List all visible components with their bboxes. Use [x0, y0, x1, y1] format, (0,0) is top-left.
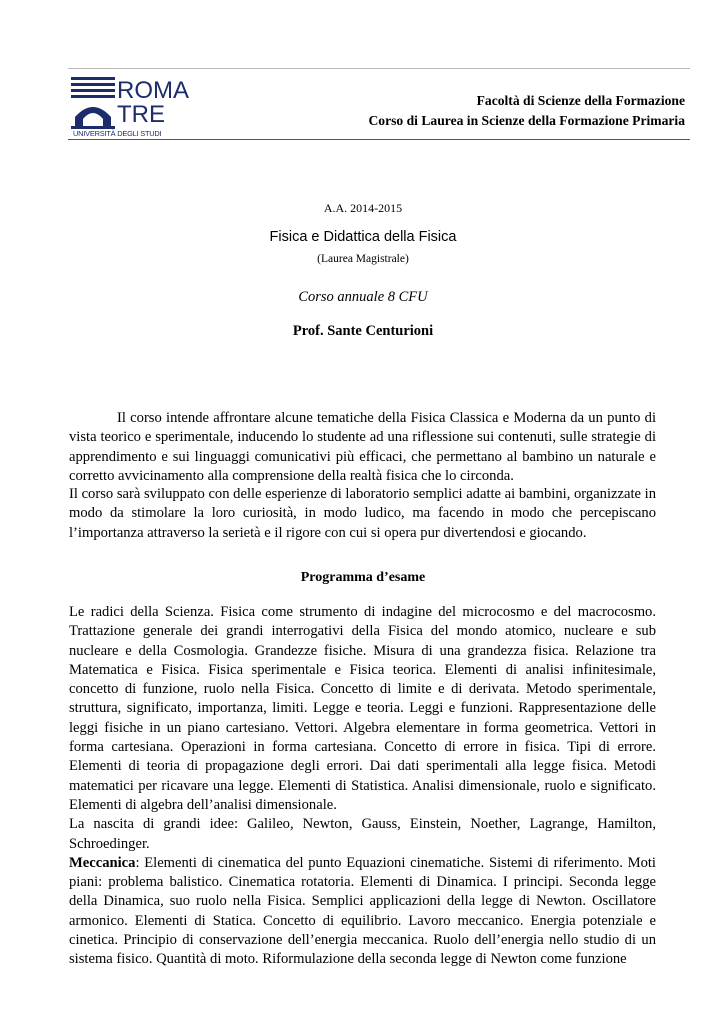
program-paragraph-2: La nascita di grandi idee: Galileo, Newton, Gauss, Einstein, Noether, Lagrange, Hamilton, Schroedinger.	[69, 816, 656, 852]
page-header	[68, 68, 690, 140]
intro-paragraph-2: Il corso sarà sviluppato con delle esperienze di laboratorio semplici adatte ai bambini, organizzate in modo da stimolare la loro curiosità, in modo ludico, ma facendo in modo che percepiscano l’importanza attraverso la serietà e il rigore con cui si opera pur divertendosi e giocando.	[69, 486, 656, 541]
program-paragraph-mechanics	[69, 854, 656, 970]
logo-subtitle: UNIVERSITÀ DEGLI STUDI	[73, 129, 162, 138]
course-credits: Corso annuale 8 CFU	[298, 289, 428, 305]
course-subtitle: (Laurea Magistrale)	[317, 253, 409, 265]
mechanics-text: : Elementi di cinematica del punto Equazioni cinematiche. Sistemi di riferimento. Moti piani: problema balistico. Cinematica rotatoria. Elementi di Dinamica. I principi. Seconda legge della Dinamica, suo ruolo nella Fisica. Semplici applicazioni della legge di Newton. Oscillatore armonico. Elementi di Statica. Concetto di equilibrio. Lavoro meccanico. Energia potenziale e cinetica. Principio di conservazione dell’energia meccanica. Ruolo dell’energia nello studio di un sistema fisico. Quantità di moto. Riformulazione della seconda legge di Newton come funzione	[69, 854, 656, 968]
program-body	[69, 603, 656, 970]
logo-tre-text: TRE	[117, 101, 165, 128]
course-title: Fisica e Didattica della Fisica	[269, 229, 457, 245]
academic-year: A.A. 2014-2015	[323, 201, 403, 215]
program-paragraph-1: Le radici della Scienza. Fisica come strumento di indagine del microcosmo e del macrocosmo. Trattazione generale dei grandi interrogativi della Fisica del mondo atomico, nucleare e sub nucleare e della Cosmologia. Grandezze fisiche. Misura di una grandezza fisica. Relazione tra Matematica e Fisica. Fisica sperimentale e Fisica teorica. Elementi di analisi infinitesimale, concetto di funzione, ruolo nella Fisica. Concetto di limite e di derivata. Metodo sperimentale, struttura, significato, importanza, limiti. Legge e teoria. Leggi e funzioni. Rappresentazione delle leggi fisiche in un piano cartesiano. Vettori. Algebra elementare in forma geometrica. Vettori in forma cartesiana. Operazioni in forma cartesiana. Concetto di errore in fisica. Tipi di errore. Elementi di teoria di propagazione degli errori. Dai dati sperimentali alla legge fisica. Metodi matematici per ricavare una legge. Elementi di Statistica. Analisi dimensionale, ruolo e significato. Elementi di algebra dell’analisi dimensionale.	[69, 604, 656, 813]
intro-paragraph-1: Il corso intende affrontare alcune tematiche della Fisica Classica e Moderna da un punto di vista teorico e sperimentale, inducendo lo studente ad una riflessione sui contenuti, sulle strategie di apprendimento e sui linguaggi comunicativi più efficaci, che permettano al bambino un naturale e corretto avvicinamento alla comprensione della realtà fisica che lo circonda.	[69, 410, 656, 484]
roma-tre-logo	[71, 77, 189, 138]
degree-name: Corso di Laurea in Scienze della Formazione Primaria	[368, 113, 685, 128]
faculty-name: Facoltà di Scienze della Formazione	[476, 93, 685, 108]
mechanics-label: Meccanica	[69, 854, 136, 871]
professor-name: Prof. Sante Centurioni	[292, 323, 434, 339]
faculty-block	[368, 91, 685, 131]
logo-roma-text: ROMA	[117, 77, 189, 104]
roma-tre-emblem-icon	[71, 77, 115, 129]
program-heading: Programma d’esame	[300, 570, 426, 585]
